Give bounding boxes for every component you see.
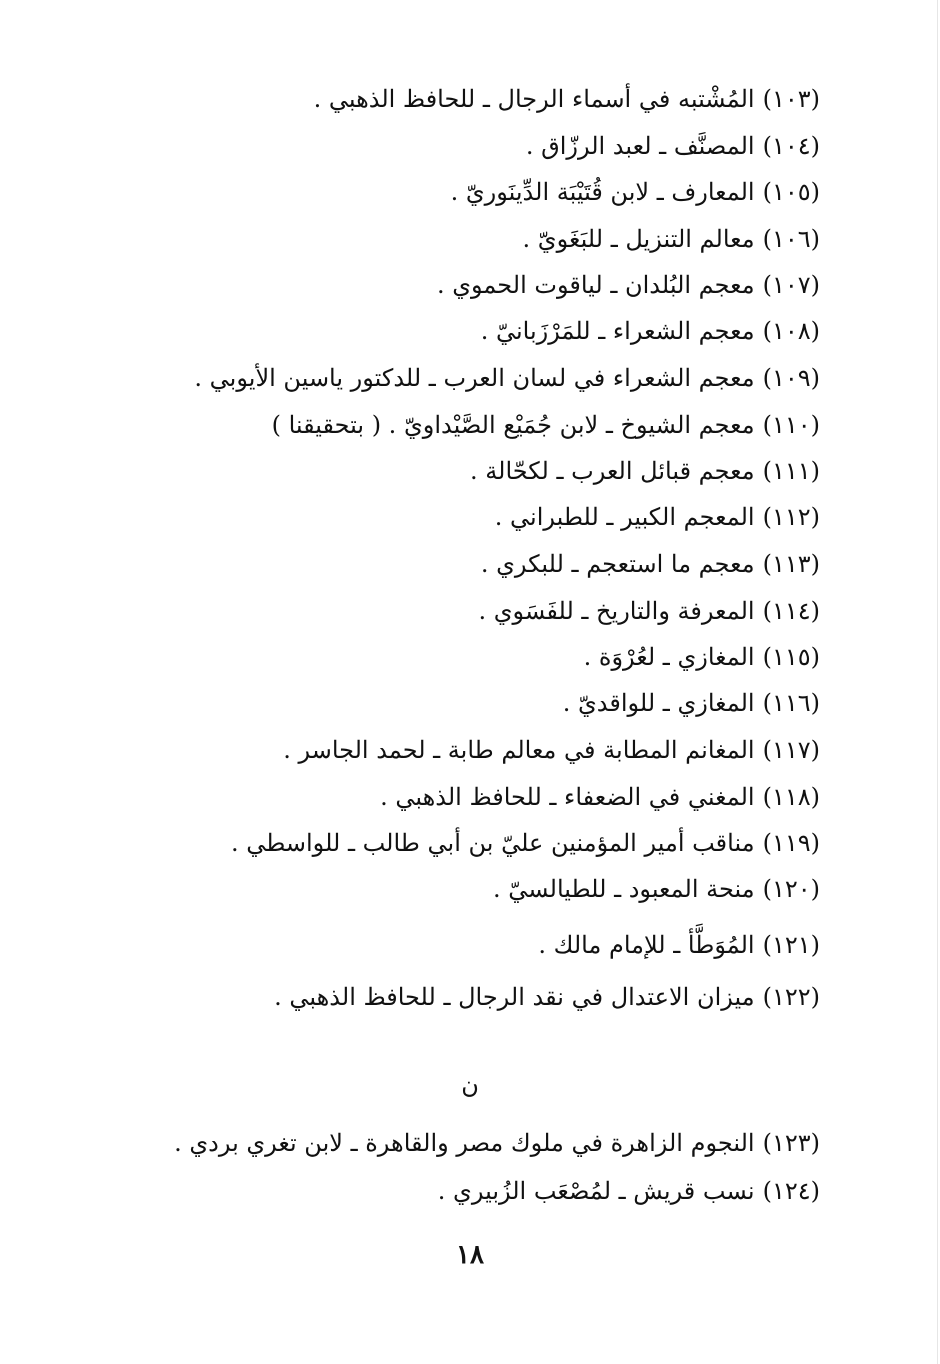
list-item — [493, 872, 820, 906]
list-item — [523, 222, 820, 256]
section-letter-heading: ن — [461, 1071, 479, 1099]
list-item — [451, 175, 820, 209]
entry-text: نسب قريش ـ لمُصْعَب الزُبيري . — [437, 1177, 755, 1205]
list-item — [314, 82, 820, 116]
entry-text: معجم قبائل العرب ـ لكحّالة . — [470, 457, 755, 485]
entry-text: المُوَطَّأ ـ للإمام مالك . — [538, 931, 755, 959]
entry-number: (١٠٤) — [762, 132, 820, 160]
page-edge-divider — [937, 0, 938, 1364]
entry-text: معجم ما استعجم ـ للبكري . — [480, 550, 755, 578]
list-item — [194, 361, 820, 395]
entry-number: (١١٣) — [762, 550, 820, 578]
entry-text: المعرفة والتاريخ ـ للفَسَوي . — [478, 597, 755, 625]
entry-number: (١٠٥) — [762, 178, 820, 206]
list-item — [438, 1174, 820, 1208]
entry-number: (١١١) — [762, 457, 820, 485]
entry-text: ميزان الاعتدال في نقد الرجال ـ للحافظ الذهبي . — [274, 983, 755, 1011]
entry-text: مناقب أمير المؤمنين عليّ بن أبي طالب ـ للواسطي . — [230, 829, 755, 857]
page-number: ١٨ — [456, 1240, 484, 1270]
list-item — [584, 640, 820, 674]
entry-number: (١٠٦) — [762, 225, 820, 253]
list-item — [274, 980, 820, 1014]
entry-number: (١١٥) — [762, 643, 820, 671]
list-item — [174, 1126, 820, 1160]
entry-text: المصنَّف ـ لعبد الرزّاق . — [525, 132, 755, 160]
entry-number: (١٠٣) — [762, 85, 820, 113]
entry-number: (١٠٧) — [762, 271, 820, 299]
entry-number: (١١٨) — [762, 783, 820, 811]
entry-number: (١٢٤) — [762, 1177, 820, 1205]
entry-text: معجم الشيوخ ـ لابن جُمَيْع الصَّيْداويّ . ( بتحقيقنا ) — [271, 411, 755, 439]
entry-text: معجم الشعراء ـ للمَرْزَبانيّ . — [480, 317, 755, 345]
entry-number: (١١٧) — [762, 736, 820, 764]
entry-number: (١١٠) — [762, 411, 820, 439]
entry-text: منحة المعبود ـ للطيالسيّ . — [492, 875, 755, 903]
list-item — [272, 408, 820, 442]
list-item — [526, 129, 820, 163]
entry-text: المعارف ـ لابن قُتَيْبَة الدِّينَوريّ . — [450, 178, 755, 206]
list-item — [470, 454, 820, 488]
list-item — [481, 314, 820, 348]
list-item — [231, 826, 820, 860]
entry-number: (١٠٩) — [762, 364, 820, 392]
entry-number: (١٢٢) — [762, 983, 820, 1011]
list-item — [563, 686, 820, 720]
entry-number: (١٢٠) — [762, 875, 820, 903]
entry-text: المغازي ـ للواقديّ . — [562, 689, 755, 717]
list-item — [481, 547, 820, 581]
list-item — [380, 780, 820, 814]
entry-text: المُشْتبه في أسماء الرجال ـ للحافظ الذهبي . — [313, 85, 755, 113]
entry-number: (١١٤) — [762, 597, 820, 625]
entry-text: المغني في الضعفاء ـ للحافظ الذهبي . — [380, 783, 755, 811]
entry-text: معجم الشعراء في لسان العرب ـ للدكتور ياسين الأيوبي . — [194, 364, 755, 392]
entry-text: المعجم الكبير ـ للطبراني . — [494, 503, 755, 531]
entry-text: معجم البُلدان ـ لياقوت الحموي . — [436, 271, 755, 299]
list-item — [437, 268, 820, 302]
entry-number: (١٢١) — [762, 931, 820, 959]
entry-text: معالم التنزيل ـ للبَغَويّ . — [522, 225, 755, 253]
entry-number: (١١٦) — [762, 689, 820, 717]
entry-number: (١١٢) — [762, 503, 820, 531]
entry-text: المغازي ـ لعُرْوَة . — [583, 643, 755, 671]
entry-text: النجوم الزاهرة في ملوك مصر والقاهرة ـ لابن تغري بردي . — [174, 1129, 755, 1157]
entry-number: (١٢٣) — [762, 1129, 820, 1157]
list-item — [538, 928, 820, 962]
entry-number: (١١٩) — [762, 829, 820, 857]
list-item — [495, 500, 820, 534]
list-item — [283, 733, 820, 767]
list-item — [479, 594, 821, 628]
entry-number: (١٠٨) — [762, 317, 820, 345]
entry-text: المغانم المطابة في معالم طابة ـ لحمد الجاسر . — [283, 736, 755, 764]
